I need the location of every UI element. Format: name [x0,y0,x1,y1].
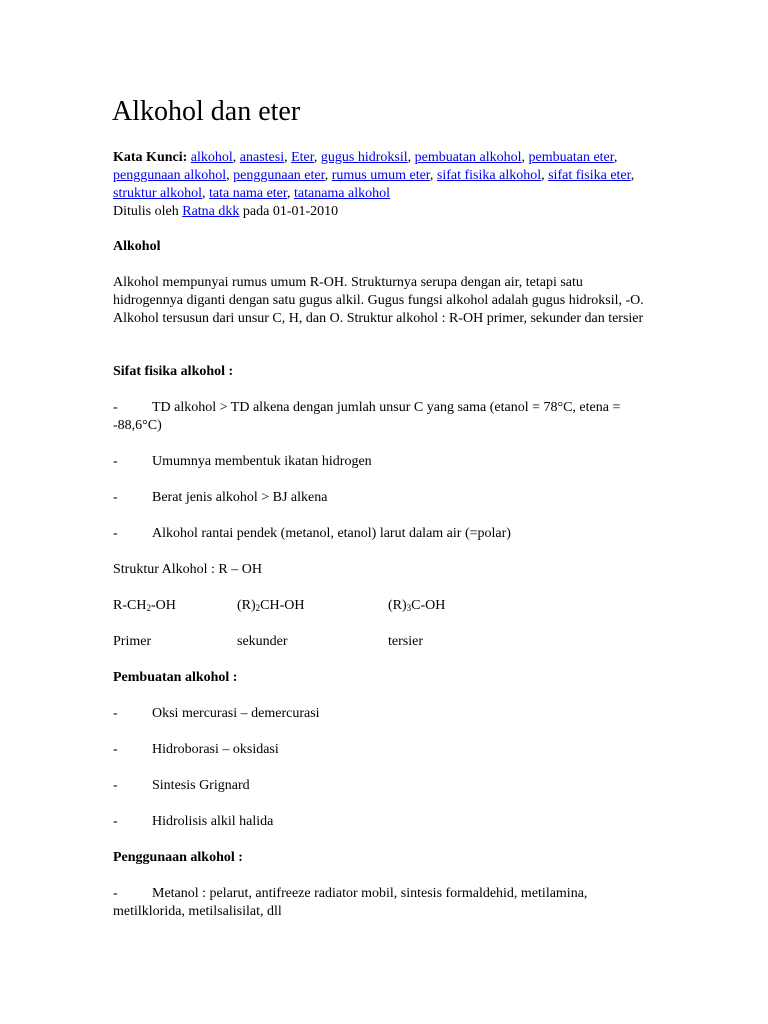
tag-link-gugus-hidroksil[interactable]: gugus hidroksil [320,150,408,165]
byline [113,203,653,221]
list-item-text: Alkohol rantai pendek (metanol, etanol) larut dalam air (=polar) [152,526,511,541]
tag-link-tatanama-alkohol[interactable]: tatanama alkohol [294,186,391,201]
list-item-text: Metanol : pelarut, antifreeze radiator mobil, sintesis formaldehid, metilamina, metilklorida, metilsalisilat, dll [113,886,588,919]
list-item-text: Oksi mercurasi – demercurasi [152,706,320,721]
bullet-dash: - [113,490,118,505]
list-item-text: Hidroborasi – oksidasi [152,742,279,757]
list-item [113,777,653,795]
list-item [113,705,653,723]
keywords: Kata Kunci: alkohol, anastesi, Eter, gugus hidroksil, pembuatan alkohol, pembuatan eter, penggunaan alkohol, penggunaan eter, rumus umum eter, sifat fisika alkohol, sifat fisika eter, struktur alkohol, tata nama eter, tatanama alkohol [113,150,635,201]
bullet-dash: - [113,778,118,793]
label-sekunder: sekunder [237,634,288,649]
list-item [113,489,653,507]
tag-link-penggunaan-alkohol[interactable]: penggunaan alkohol [113,168,227,183]
tag-link-pembuatan-eter[interactable]: pembuatan eter [528,150,614,165]
page-title: Alkohol dan eter [112,96,301,127]
list-item-text: TD alkohol > TD alkena dengan jumlah unsur C yang sama (etanol = 78°C, etena = -88,6°C) [113,400,621,433]
list-item-text: Sintesis Grignard [152,778,250,793]
class-label-row [113,633,653,651]
tag-link-tata-nama-eter[interactable]: tata nama eter [209,186,287,201]
list-item-text: Berat jenis alkohol > BJ alkena [152,490,328,505]
tag-link-eter[interactable]: Eter [291,150,314,165]
tag-link-anastesi[interactable]: anastesi [239,150,285,165]
tag-link-penggunaan-eter[interactable]: penggunaan eter [233,168,325,183]
intro-paragraph: Alkohol mempunyai rumus umum R-OH. Strukturnya serupa dengan air, tetapi satu hidrogennya diganti dengan satu gugus alkil. Gugus fungsi alkohol adalah gugus hidroksil, -O. Alkohol tersusun dari unsur C, H, dan O. Struktur alkohol : R-OH primer, sekunder dan tersier [113,275,644,326]
formula-sekunder: $(R)_2CH-OH$ [237,598,305,613]
tag-link-struktur-alkohol[interactable]: struktur alkohol [113,186,203,201]
list-item [113,813,653,831]
byline-prefix: Ditulis oleh [113,204,179,219]
author-link[interactable]: Ratna dkk [182,204,240,219]
formula-row [113,597,653,615]
list-item [113,399,653,435]
bullet-dash: - [113,454,118,469]
list-item-text: Hidrolisis alkil halida [152,814,274,829]
list-item [113,741,653,759]
tag-link-alkohol[interactable]: alkohol [190,150,233,165]
section-heading-penggunaan: Penggunaan alkohol : [113,850,243,865]
tag-link-pembuatan-alkohol[interactable]: pembuatan alkohol [414,150,522,165]
publish-date: 01-01-2010 [272,204,339,219]
section-heading-alkohol: Alkohol [113,239,161,254]
list-item [113,525,653,543]
bullet-dash: - [113,706,118,721]
bullet-dash: - [113,886,118,901]
formula-tersier: $(R)_3C-OH$ [388,598,446,613]
list-item [113,453,653,471]
formula-primer: $R-CH_2-OH$ [113,598,176,613]
section-heading-pembuatan: Pembuatan alkohol : [113,670,238,685]
tag-link-sifat-fisika-eter[interactable]: sifat fisika eter [548,168,631,183]
label-tersier: tersier [388,634,423,649]
bullet-dash: - [113,526,118,541]
list-item-text: Umumnya membentuk ikatan hidrogen [152,454,372,469]
struktur-line: Struktur Alkohol : R – OH [113,562,262,577]
section-heading-sifat: Sifat fisika alkohol : [113,364,234,379]
tag-link-rumus-umum-eter[interactable]: rumus umum eter [331,168,430,183]
tag-link-sifat-fisika-alkohol[interactable]: sifat fisika alkohol [436,168,542,183]
bullet-dash: - [113,814,118,829]
label-primer: Primer [113,634,152,649]
keywords-label: Kata Kunci: [113,150,188,165]
bullet-dash: - [113,742,118,757]
bullet-dash: - [113,400,118,415]
list-item [113,885,653,921]
byline-date-prefix: pada [242,204,270,219]
